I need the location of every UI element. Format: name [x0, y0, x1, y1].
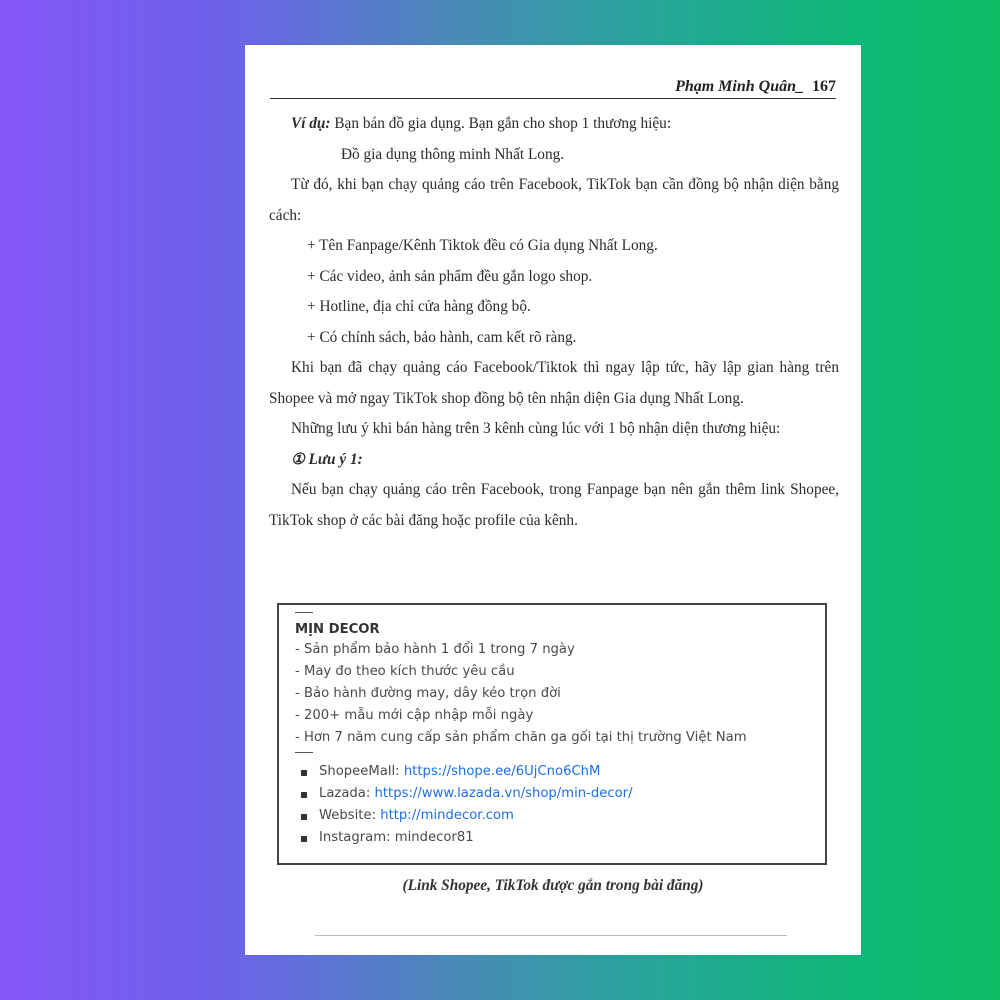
link-label: ShopeeMall:	[319, 764, 404, 779]
feature-line: - May đo theo kích thước yêu cầu	[295, 664, 515, 679]
page-body	[269, 109, 839, 536]
after-ads-paragraph: Khi bạn đã chạy quảng cáo Facebook/Tiktok thì ngay lập tức, hãy lập gian hàng trên Shopee và mở ngay TikTok shop đồng bộ tên nhận diện Gia dụng Nhất Long.	[269, 359, 839, 407]
bullet-item: + Hotline, địa chỉ cửa hàng đồng bộ.	[307, 298, 531, 315]
link-item-website	[299, 805, 825, 827]
note1-paragraph: Nếu bạn chạy quảng cáo trên Facebook, trong Fanpage bạn nên gắn thêm link Shopee, TikTok shop ở các bài đăng hoặc profile của kênh.	[269, 481, 839, 529]
book-page	[245, 45, 861, 955]
shop-brand-name: MỊN DECOR	[295, 622, 380, 637]
example-paragraph	[269, 109, 839, 140]
feature-line: - Bảo hành đường may, dây kéo trọn đời	[295, 686, 561, 701]
link-list	[295, 761, 825, 849]
page-number: 167	[812, 78, 836, 95]
profile-screenshot	[277, 603, 827, 865]
feature-line: - 200+ mẫu mới cập nhập mỗi ngày	[295, 708, 534, 723]
figure-caption: (Link Shopee, TikTok được gắn trong bài đăng)	[402, 877, 704, 894]
instagram-handle: mindecor81	[394, 830, 474, 845]
sync-intro-paragraph: Từ đó, khi bạn chạy quảng cáo trên Facebook, TikTok bạn cần đồng bộ nhận diện bằng cách:	[269, 176, 839, 224]
divider	[295, 612, 313, 621]
bullet-item: + Có chính sách, bảo hành, cam kết rõ ràng.	[307, 328, 577, 346]
notes-intro-paragraph: Những lưu ý khi bán hàng trên 3 kênh cùng lúc với 1 bộ nhận diện thương hiệu:	[291, 420, 781, 437]
shopee-link[interactable]: https://shope.ee/6UjCno6ChM	[403, 764, 601, 779]
example-lead: Ví dụ:	[291, 115, 331, 132]
bullet-item: + Tên Fanpage/Kênh Tiktok đều có Gia dụng Nhất Long.	[307, 237, 658, 254]
header-author: Phạm Minh Quân_	[675, 78, 804, 95]
running-header	[270, 75, 836, 99]
note1-heading: ① Lưu ý 1:	[291, 450, 363, 468]
brand-line: Đồ gia dụng thông minh Nhất Long.	[341, 145, 565, 163]
feature-line: - Hơn 7 năm cung cấp sản phẩm chăn ga gối tại thị trường Việt Nam	[295, 730, 747, 745]
feature-line: - Sản phẩm bảo hành 1 đổi 1 trong 7 ngày	[295, 642, 575, 657]
link-label: Lazada:	[319, 786, 375, 801]
footer-rule	[315, 935, 787, 936]
link-item-instagram	[299, 827, 825, 849]
lazada-link[interactable]: https://www.lazada.vn/shop/min-decor/	[374, 786, 633, 801]
bullet-item: + Các video, ảnh sản phẩm đều gắn logo shop.	[307, 267, 593, 285]
link-label: Instagram:	[319, 830, 395, 845]
example-text: Bạn bán đồ gia dụng. Bạn gắn cho shop 1 thương hiệu:	[330, 115, 672, 132]
website-link[interactable]: http://mindecor.com	[380, 808, 514, 823]
link-label: Website:	[319, 808, 381, 823]
link-item-shopee	[299, 761, 825, 783]
divider	[295, 752, 313, 761]
link-item-lazada	[299, 783, 825, 805]
